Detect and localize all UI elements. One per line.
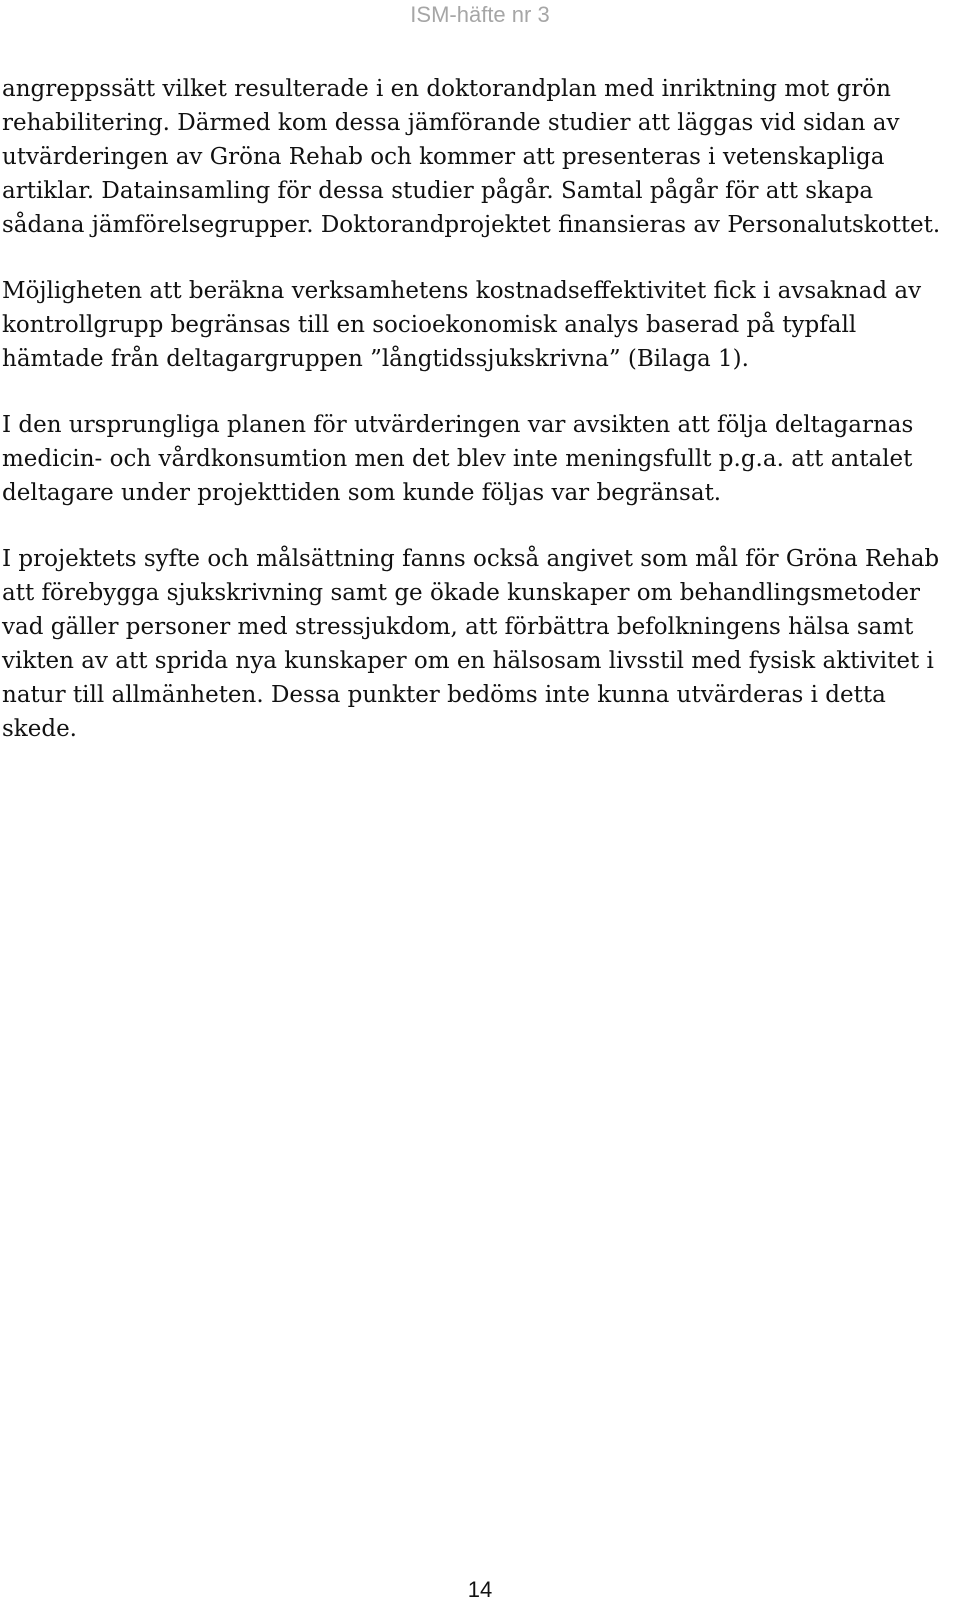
page-number: 14 — [467, 1577, 493, 1602]
paragraph: I den ursprungliga planen för utvärderingen var avsikten att följa deltagarnas medicin- och vårdkonsumtion men det blev inte meningsfullt p.g.a. att antalet deltagare under projekttiden som kunde följas var begränsat. — [2, 412, 914, 506]
paragraph: Möjligheten att beräkna verksamhetens kostnadseffektivitet fick i avsaknad av kontrollgrupp begränsas till en socioekonomisk analys baserad på typfall hämtade från deltagargruppen ”långtidssjukskrivna” (Bilaga 1). — [2, 278, 922, 372]
paragraph: angreppssätt vilket resulterade i en doktorandplan med inriktning mot grön rehabilitering. Därmed kom dessa jämförande studier att läggas vid sidan av utvärderingen av Gröna Rehab och kommer att presenteras i vetenskapliga artiklar. Datainsamling för dessa studier pågår. Samtal pågår för att skapa sådana jämförelsegrupper. Doktorandprojektet finansieras av Personalutskottet. — [2, 76, 941, 238]
running-header: ISM-häfte nr 3 — [410, 2, 550, 27]
paragraph: I projektets syfte och målsättning fanns också angivet som mål för Gröna Rehab att förebygga sjukskrivning samt ge ökade kunskaper om behandlingsmetoder vad gäller personer med stressjukdom, att förbättra befolkningens hälsa samt vikten av att sprida nya kunskaper om en hälsosam livsstil med fysisk aktivitet i natur till allmänheten. Dessa punkter bedöms inte kunna utvärderas i detta skede. — [2, 546, 940, 742]
body-text — [2, 72, 942, 778]
